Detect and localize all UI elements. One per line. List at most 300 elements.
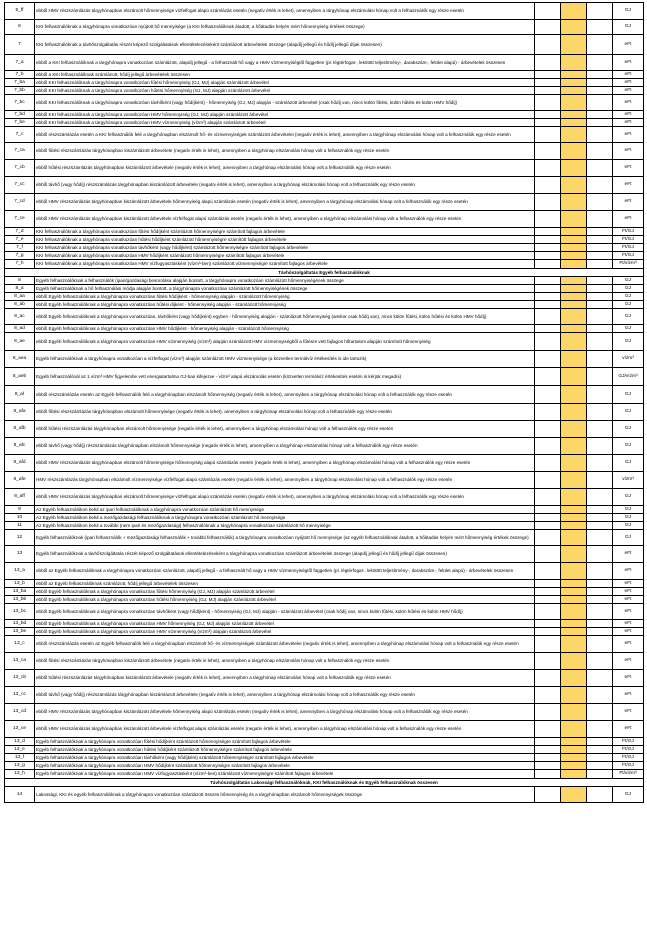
table-row	[5, 111, 644, 119]
value-cell[interactable]	[535, 236, 561, 244]
row-description: Egyéb felhasználóknak a tárgyhónapra vonatkozóan fűtési hődíjként számlázott hőmennyiségre számított fajlagos árbevétele	[35, 738, 535, 746]
value-input-cell[interactable]	[561, 604, 587, 620]
row-code: 13_c	[5, 636, 35, 653]
row-unit: GJ	[613, 277, 644, 285]
row-description: Egyéb felhasználóknak a tárgyhónapra vonatkozóan távhőként (vagy hődíjként) számlázott hőmennyiségre számított fajlagos árbevétele	[35, 754, 535, 762]
value-cell[interactable]	[535, 244, 561, 252]
value-cell[interactable]	[587, 3, 613, 20]
table-row	[5, 368, 644, 386]
row-description: ebből fűtési részszámlázás tárgyhónapban elszámolt hőmennyisége (negatív érték is lehet), amennyiben a tárgyhónap elszámolási hónap volt a felhasználók egy része esetén	[35, 404, 535, 421]
row-code: 7_e	[5, 236, 35, 244]
row-description: ebből Egyéb felhasználóknak a tárgyhónapra vonatkozóan HMV vízmennyiség (vízm³) alapján számlázott HMV vízmennyiségből a fűtésre vett fajlagos hőtartalom alapján számított hőmennyiség	[35, 333, 535, 351]
value-cell[interactable]	[587, 670, 613, 687]
value-cell[interactable]	[535, 522, 561, 530]
row-unit: eFt	[613, 596, 644, 604]
value-cell[interactable]	[587, 522, 613, 530]
row-unit: eFt	[613, 177, 644, 194]
row-description: Egyéb felhasználóknak a tárgyhónapra vonatkozóan hűtési hődíjként számlázott hőmennyiségre számított fajlagos árbevétele	[35, 746, 535, 754]
value-input-cell[interactable]	[561, 333, 587, 351]
row-description: ebből távhő (vagy hődíj) részszámlázás tárgyhónapban kiszámlázott árbevétele (negatív érték is lehet), amennyiben a tárgyhónap elszámolási hónap volt a felhasználók egy része esetén	[35, 177, 535, 194]
row-code: 13_cd	[5, 704, 35, 721]
value-input-cell[interactable]	[561, 277, 587, 285]
value-cell[interactable]	[535, 472, 561, 489]
table-row	[5, 301, 644, 309]
table-row	[5, 293, 644, 301]
row-description: ebből az Egyéb felhasználóknak a tárgyhónapra vonatkozóan számlázott, alapdíj jellegű - a felhasznált hő vagy a HMV vízmennyiségtől független (pl. légtérfogat-, lekötött teljesítmény-, darabszám-, felület alapú) - árbevételek összesen	[35, 563, 535, 580]
value-input-cell[interactable]	[561, 160, 587, 177]
row-description: ebből részszámlázás esetén az Egyéb felhasználók felé a tárgyhónapban elszámolt hőmennyiség (negatív érték is lehet), amennyiben a tárgyhónap elszámolási hónap volt a felhasználók egy része esetén	[35, 386, 535, 404]
value-input-cell[interactable]	[561, 670, 587, 687]
row-code: 7_bc	[5, 95, 35, 111]
row-code: 13_cc	[5, 687, 35, 704]
value-cell[interactable]	[535, 71, 561, 79]
value-cell[interactable]	[535, 95, 561, 111]
value-cell[interactable]	[535, 738, 561, 746]
value-input-cell[interactable]	[561, 244, 587, 252]
row-code: 9	[5, 506, 35, 514]
section-header-row	[5, 779, 644, 787]
value-input-cell[interactable]	[561, 770, 587, 779]
value-cell[interactable]	[535, 596, 561, 604]
value-cell[interactable]	[535, 704, 561, 721]
row-code: 8_afb	[5, 421, 35, 438]
row-unit: GJ	[613, 3, 644, 20]
value-cell[interactable]	[587, 111, 613, 119]
value-cell[interactable]	[587, 351, 613, 368]
table-row	[5, 770, 644, 779]
value-cell[interactable]	[587, 127, 613, 143]
row-code: 13_d	[5, 738, 35, 746]
row-code: 8_ac	[5, 309, 35, 325]
value-cell[interactable]	[587, 687, 613, 704]
row-unit: eFt	[613, 687, 644, 704]
value-input-cell[interactable]	[561, 563, 587, 580]
value-input-cell[interactable]	[561, 687, 587, 704]
value-cell[interactable]	[587, 472, 613, 489]
value-input-cell[interactable]	[561, 787, 587, 803]
row-code: 13_bd	[5, 620, 35, 628]
table-row	[5, 236, 644, 244]
row-unit: GJ/vízm³	[613, 368, 644, 386]
value-cell[interactable]	[535, 770, 561, 779]
value-cell[interactable]	[587, 301, 613, 309]
value-cell[interactable]	[535, 404, 561, 421]
value-input-cell[interactable]	[561, 143, 587, 160]
table-row	[5, 3, 644, 20]
value-input-cell[interactable]	[561, 530, 587, 546]
value-cell[interactable]	[535, 455, 561, 472]
value-input-cell[interactable]	[561, 211, 587, 228]
row-unit: eFt	[613, 127, 644, 143]
value-cell[interactable]	[535, 160, 561, 177]
value-input-cell[interactable]	[561, 404, 587, 421]
value-cell[interactable]	[535, 368, 561, 386]
value-cell[interactable]	[587, 404, 613, 421]
value-input-cell[interactable]	[561, 762, 587, 770]
row-description: ebből KKI felhasználóknak a tárgyhónapra vonatkozóan fűtési hőmennyiség (GJ, MJ) alapján számlázott árbevétel	[35, 79, 535, 87]
value-input-cell[interactable]	[561, 71, 587, 79]
row-unit: GJ	[613, 522, 644, 530]
row-code: 7_cb	[5, 160, 35, 177]
row-description: ebből Egyéb felhasználóknak a tárgyhónapra vonatkozóan fűtési hőmennyiség (GJ, MJ) alapján számlázott árbevétel	[35, 588, 535, 596]
value-cell[interactable]	[535, 119, 561, 127]
row-unit: eFt	[613, 620, 644, 628]
value-cell[interactable]	[587, 35, 613, 55]
value-cell[interactable]	[535, 127, 561, 143]
row-description: ebből HMV részszámlázás tárgyhónapban kiszámlázott árbevétele hőmennyiség alapú számlázás esetén (negatív érték is lehet), amennyiben a tárgyhónap elszámolási hónap volt a felhasználók egy része esetén	[35, 704, 535, 721]
value-cell[interactable]	[535, 653, 561, 670]
value-cell[interactable]	[535, 546, 561, 563]
value-input-cell[interactable]	[561, 285, 587, 293]
value-cell[interactable]	[535, 79, 561, 87]
value-cell[interactable]	[535, 301, 561, 309]
table-row	[5, 522, 644, 530]
row-unit: GJ	[613, 285, 644, 293]
value-input-cell[interactable]	[561, 95, 587, 111]
value-input-cell[interactable]	[561, 87, 587, 95]
value-cell[interactable]	[535, 228, 561, 236]
value-cell[interactable]	[535, 20, 561, 35]
row-description: ebből a KKI felhasználóknak számlázott, hődíj jellegű árbevételek összesen	[35, 71, 535, 79]
row-unit: eFt	[613, 71, 644, 79]
value-cell[interactable]	[587, 580, 613, 588]
value-input-cell[interactable]	[561, 301, 587, 309]
row-code: 13_ce	[5, 721, 35, 738]
table-row	[5, 636, 644, 653]
value-cell[interactable]	[587, 636, 613, 653]
value-cell[interactable]	[535, 628, 561, 636]
value-input-cell[interactable]	[561, 368, 587, 386]
value-cell[interactable]	[587, 530, 613, 546]
value-cell[interactable]	[587, 596, 613, 604]
value-input-cell[interactable]	[561, 455, 587, 472]
value-cell[interactable]	[587, 770, 613, 779]
value-cell[interactable]	[587, 563, 613, 580]
table-row	[5, 127, 644, 143]
value-input-cell[interactable]	[561, 514, 587, 522]
row-description: ebből Egyéb felhasználóknak a tárgyhónapra vonatkozóan, távhőként (vagy hődíjként) egyben - hőmennyiség alapján - számlázott hőmennyiség (amikor csak hődíj van), nincs külön fűtési, külön hűtési és külön HMV hődíj)	[35, 309, 535, 325]
value-cell[interactable]	[535, 293, 561, 301]
value-cell[interactable]	[535, 87, 561, 95]
value-cell[interactable]	[587, 252, 613, 260]
row-code: 7_h	[5, 260, 35, 269]
table-row	[5, 20, 644, 35]
value-cell[interactable]	[535, 285, 561, 293]
row-unit: GJ	[613, 301, 644, 309]
row-unit: GJ	[613, 386, 644, 404]
value-cell[interactable]	[535, 563, 561, 580]
value-input-cell[interactable]	[561, 438, 587, 455]
value-cell[interactable]	[587, 285, 613, 293]
value-cell[interactable]	[587, 588, 613, 596]
value-cell[interactable]	[587, 211, 613, 228]
row-description: ebből távhő (vagy hődíj) részszámlázás tárgyhónapban elszámolt hőmennyisége (negatív érték is lehet), amennyiben a tárgyhónap elszámolási hónap volt a felhasználók egy része esetén	[35, 438, 535, 455]
row-code: 8	[5, 277, 35, 285]
value-cell[interactable]	[535, 333, 561, 351]
value-cell[interactable]	[587, 421, 613, 438]
row-description: Egyéb felhasználóknak a tárgyhónapra vonatkozóan HMV vízfogyasztásként (vízm³-ben) számlázott vízmennyiségre számított fajlagos árbevétele	[35, 770, 535, 779]
table-row	[5, 325, 644, 333]
value-cell[interactable]	[535, 325, 561, 333]
row-unit: eFt	[613, 588, 644, 596]
value-cell[interactable]	[587, 628, 613, 636]
value-cell[interactable]	[587, 455, 613, 472]
value-cell[interactable]	[535, 530, 561, 546]
value-cell[interactable]	[587, 604, 613, 620]
row-description: Az Egyéb felhasználókon belül a mezőgazdasági felhasználóknak a tárgyhónapra vonatkozóan számlázott hő mennyisége	[35, 514, 535, 522]
row-unit: Ft/GJ	[613, 738, 644, 746]
value-cell[interactable]	[587, 228, 613, 236]
value-cell[interactable]	[535, 309, 561, 325]
row-description: ebből HMV részszámlázás tárgyhónapban kiszámlázott árbevétele vízfelfogat alapú számlázás esetén (negatív érték is lehet), amennyiben a tárgyhónap elszámolási hónap volt a felhasználók egy része esetén	[35, 721, 535, 738]
value-cell[interactable]	[587, 55, 613, 71]
value-cell[interactable]	[587, 87, 613, 95]
value-input-cell[interactable]	[561, 194, 587, 211]
value-input-cell[interactable]	[561, 20, 587, 35]
table-row	[5, 580, 644, 588]
value-cell[interactable]	[535, 211, 561, 228]
value-cell[interactable]	[587, 333, 613, 351]
value-cell[interactable]	[587, 293, 613, 301]
value-input-cell[interactable]	[561, 236, 587, 244]
value-cell[interactable]	[535, 580, 561, 588]
value-cell[interactable]	[587, 506, 613, 514]
value-cell[interactable]	[587, 277, 613, 285]
row-unit: eFt	[613, 721, 644, 738]
row-description: ebből KKI felhasználóknak a tárgyhónapra vonatkozóan hűtési hőmennyiség (GJ, MJ) alapján számlázott árbevétel	[35, 87, 535, 95]
value-cell[interactable]	[587, 143, 613, 160]
value-cell[interactable]	[535, 386, 561, 404]
value-cell[interactable]	[535, 111, 561, 119]
value-input-cell[interactable]	[561, 628, 587, 636]
row-description: ebből részszámlázás esetén a KKI felhasználók felé a tárgyhónapban elszámolt hő- és vízmennyiségek számlázott árbevételei (negatív érték is lehet), amennyiben a tárgyhónap elszámolási hónap volt a felhasználók egy része esetén	[35, 127, 535, 143]
value-cell[interactable]	[587, 762, 613, 770]
value-cell[interactable]	[535, 143, 561, 160]
value-input-cell[interactable]	[561, 127, 587, 143]
table-row	[5, 71, 644, 79]
value-cell[interactable]	[535, 754, 561, 762]
row-unit: Ft/GJ	[613, 252, 644, 260]
row-description: ebből HMV részszámlázás tárgyhónapban elszámolt hőmennyisége vízfelfogat alapú számlázás esetén (negatív érték is lehet), amennyiben a tárgyhónap elszámolási hónap volt a felhasználók egy része esetén	[35, 3, 535, 20]
row-code: 13_f	[5, 754, 35, 762]
table-row	[5, 687, 644, 704]
value-cell[interactable]	[587, 546, 613, 563]
value-cell[interactable]	[535, 746, 561, 754]
value-input-cell[interactable]	[561, 421, 587, 438]
table-row	[5, 489, 644, 506]
value-cell[interactable]	[535, 351, 561, 368]
value-input-cell[interactable]	[561, 580, 587, 588]
value-cell[interactable]	[587, 438, 613, 455]
row-code: 13_h	[5, 770, 35, 779]
row-code: 13_bb	[5, 596, 35, 604]
value-cell[interactable]	[587, 386, 613, 404]
value-cell[interactable]	[587, 754, 613, 762]
value-cell[interactable]	[535, 260, 561, 269]
value-cell[interactable]	[535, 588, 561, 596]
value-cell[interactable]	[535, 177, 561, 194]
value-input-cell[interactable]	[561, 351, 587, 368]
value-cell[interactable]	[535, 762, 561, 770]
value-cell[interactable]	[535, 421, 561, 438]
value-input-cell[interactable]	[561, 620, 587, 628]
value-cell[interactable]	[535, 277, 561, 285]
value-cell[interactable]	[587, 653, 613, 670]
value-input-cell[interactable]	[561, 738, 587, 746]
value-cell[interactable]	[587, 746, 613, 754]
row-code: 7_ca	[5, 143, 35, 160]
value-cell[interactable]	[587, 244, 613, 252]
value-input-cell[interactable]	[561, 119, 587, 127]
value-cell[interactable]	[587, 309, 613, 325]
value-input-cell[interactable]	[561, 546, 587, 563]
row-unit: eFt	[613, 604, 644, 620]
value-cell[interactable]	[535, 670, 561, 687]
value-input-cell[interactable]	[561, 588, 587, 596]
table-row	[5, 252, 644, 260]
table-row	[5, 604, 644, 620]
row-code: 7_be	[5, 119, 35, 127]
row-description: Egyéb felhasználóknak a tárgyhónapra vonatkozóan a vízfelfogat (vízm³) alapján számlázott HMV vízmennyisége (a közvetlen termálvíz értékesítés is ide tartozik)	[35, 351, 535, 368]
row-description: Az Egyéb felhasználókon belül az ipari felhasználóknak a tárgyhónapra vonatkozóan számlázott hő mennyisége	[35, 506, 535, 514]
row-code: 14	[5, 787, 35, 803]
value-cell[interactable]	[535, 438, 561, 455]
row-code: 7_ba	[5, 79, 35, 87]
value-cell[interactable]	[587, 489, 613, 506]
value-cell[interactable]	[535, 787, 561, 803]
row-description: Egyéb felhasználóknak a távhőszolgáltatás részét képező szolgáltatások ellentételezéseként a tárgyhónapra vonatkozóan számlázott árbevételek összege (alapdíj jellegű és hődíj jellegű díjak összesen)	[35, 546, 535, 563]
table-row	[5, 721, 644, 738]
value-cell[interactable]	[535, 604, 561, 620]
value-input-cell[interactable]	[561, 754, 587, 762]
row-code: 8_ae	[5, 333, 35, 351]
row-code: 13_a	[5, 563, 35, 580]
row-code: 5_ff	[5, 3, 35, 20]
row-unit: Ft/GJ	[613, 244, 644, 252]
value-input-cell[interactable]	[561, 260, 587, 269]
value-cell[interactable]	[535, 514, 561, 522]
value-input-cell[interactable]	[561, 636, 587, 653]
value-input-cell[interactable]	[561, 596, 587, 604]
value-cell[interactable]	[587, 20, 613, 35]
value-input-cell[interactable]	[561, 472, 587, 489]
row-unit: GJ	[613, 489, 644, 506]
value-cell[interactable]	[587, 368, 613, 386]
value-input-cell[interactable]	[561, 704, 587, 721]
value-cell[interactable]	[535, 721, 561, 738]
value-cell[interactable]	[535, 252, 561, 260]
value-input-cell[interactable]	[561, 111, 587, 119]
value-input-cell[interactable]	[561, 177, 587, 194]
row-description: Egyéb felhasználóknak (ipari felhasználók + mezőgazdasági felhasználók + további felhasználók) a tárgyhónapra vonatkozóan nyújtott hő mennyisége (az egyéb felhasználóknak átadott, a hőátadás helyén mért hőmennyiség értékek összege)	[35, 530, 535, 546]
value-input-cell[interactable]	[561, 325, 587, 333]
row-code: 11	[5, 522, 35, 530]
row-description: ebből HMV részszámlázás tárgyhónapban elszámolt hőmennyisége hőmennyiség alapú számlázás esetén (negatív érték is lehet), amennyiben a tárgyhónap elszámolási hónap volt a felhasználók egy része esetén	[35, 455, 535, 472]
value-input-cell[interactable]	[561, 721, 587, 738]
value-cell[interactable]	[587, 177, 613, 194]
row-unit: GJ	[613, 438, 644, 455]
value-cell[interactable]	[535, 506, 561, 514]
value-cell[interactable]	[535, 489, 561, 506]
value-cell[interactable]	[535, 3, 561, 20]
value-cell[interactable]	[587, 721, 613, 738]
row-unit: Ft/vízm³	[613, 260, 644, 269]
row-code: 10	[5, 514, 35, 522]
value-cell[interactable]	[587, 704, 613, 721]
value-cell[interactable]	[535, 636, 561, 653]
value-input-cell[interactable]	[561, 489, 587, 506]
value-cell[interactable]	[535, 194, 561, 211]
value-cell[interactable]	[587, 79, 613, 87]
row-unit: eFt	[613, 95, 644, 111]
value-input-cell[interactable]	[561, 55, 587, 71]
row-description: ebből Egyéb felhasználóknak a tárgyhónapra vonatkozóan fűtési hődíjként - hőmennyiség alapján - számlázott hőmennyiség	[35, 293, 535, 301]
value-input-cell[interactable]	[561, 35, 587, 55]
value-input-cell[interactable]	[561, 293, 587, 301]
row-description: ebből Egyéb felhasználóknak a tárgyhónapra vonatkozóan távhőként (vagy hődíjként) - hőmennyiség (GJ, MJ) alapján - számlázott árbevétel (csak hődíj van, nincs külön fűtési, külön hűtési és külön HMV hődíj)	[35, 604, 535, 620]
table-row	[5, 143, 644, 160]
row-unit: eFt	[613, 211, 644, 228]
value-cell[interactable]	[587, 738, 613, 746]
row-code: 8_aea	[5, 351, 35, 368]
row-code: 13_ba	[5, 588, 35, 596]
row-unit: vízm³	[613, 472, 644, 489]
value-input-cell[interactable]	[561, 522, 587, 530]
table-row	[5, 754, 644, 762]
value-cell[interactable]	[587, 514, 613, 522]
report-table-body	[5, 3, 644, 803]
value-input-cell[interactable]	[561, 228, 587, 236]
table-row	[5, 79, 644, 87]
table-row	[5, 438, 644, 455]
value-cell[interactable]	[587, 236, 613, 244]
row-description: ebből hűtési részszámlázás tárgyhónapban kiszámlázott árbevétele (negatív érték is lehet), amennyiben a tárgyhónap elszámolási hónap volt a felhasználók egy része esetén	[35, 670, 535, 687]
value-cell[interactable]	[535, 35, 561, 55]
row-description: ebből KKI felhasználóknak a tárgyhónapra vonatkozóan távhőként (vagy hődíjként) - hőmennyiség (GJ, MJ) alapján - számlázott árbevétel (csak hődíj van, nincs külön fűtési, külön hűtési és külön HMV hődíj)	[35, 95, 535, 111]
value-input-cell[interactable]	[561, 746, 587, 754]
value-cell[interactable]	[535, 620, 561, 628]
value-input-cell[interactable]	[561, 386, 587, 404]
value-cell[interactable]	[535, 55, 561, 71]
value-input-cell[interactable]	[561, 3, 587, 20]
row-code: 7	[5, 35, 35, 55]
value-cell[interactable]	[587, 95, 613, 111]
value-input-cell[interactable]	[561, 309, 587, 325]
row-description: KKI felhasználóknak a tárgyhónapra vonatkozóan HMV vízfogyasztásként (vízm³-ben) számlázott vízmennyiségre számított fajlagos árbevétele	[35, 260, 535, 269]
row-unit: Ft/GJ	[613, 762, 644, 770]
value-cell[interactable]	[535, 687, 561, 704]
value-input-cell[interactable]	[561, 252, 587, 260]
row-unit: GJ	[613, 20, 644, 35]
row-code: 8_aa	[5, 293, 35, 301]
value-input-cell[interactable]	[561, 79, 587, 87]
row-description: Egyéb felhasználóknak a hő felhasználási módja alapján bontott, a tárgyhónapra vonatkozóan számlázott hőmennyiségének összege	[35, 285, 535, 293]
value-cell[interactable]	[587, 160, 613, 177]
value-cell[interactable]	[587, 787, 613, 803]
value-input-cell[interactable]	[561, 506, 587, 514]
table-row	[5, 746, 644, 754]
table-row	[5, 653, 644, 670]
value-cell[interactable]	[587, 71, 613, 79]
value-cell[interactable]	[587, 620, 613, 628]
row-unit: GJ	[613, 530, 644, 546]
value-cell[interactable]	[587, 119, 613, 127]
value-input-cell[interactable]	[561, 653, 587, 670]
value-cell[interactable]	[587, 260, 613, 269]
value-cell[interactable]	[587, 325, 613, 333]
value-cell[interactable]	[587, 194, 613, 211]
row-code: 7_c	[5, 127, 35, 143]
